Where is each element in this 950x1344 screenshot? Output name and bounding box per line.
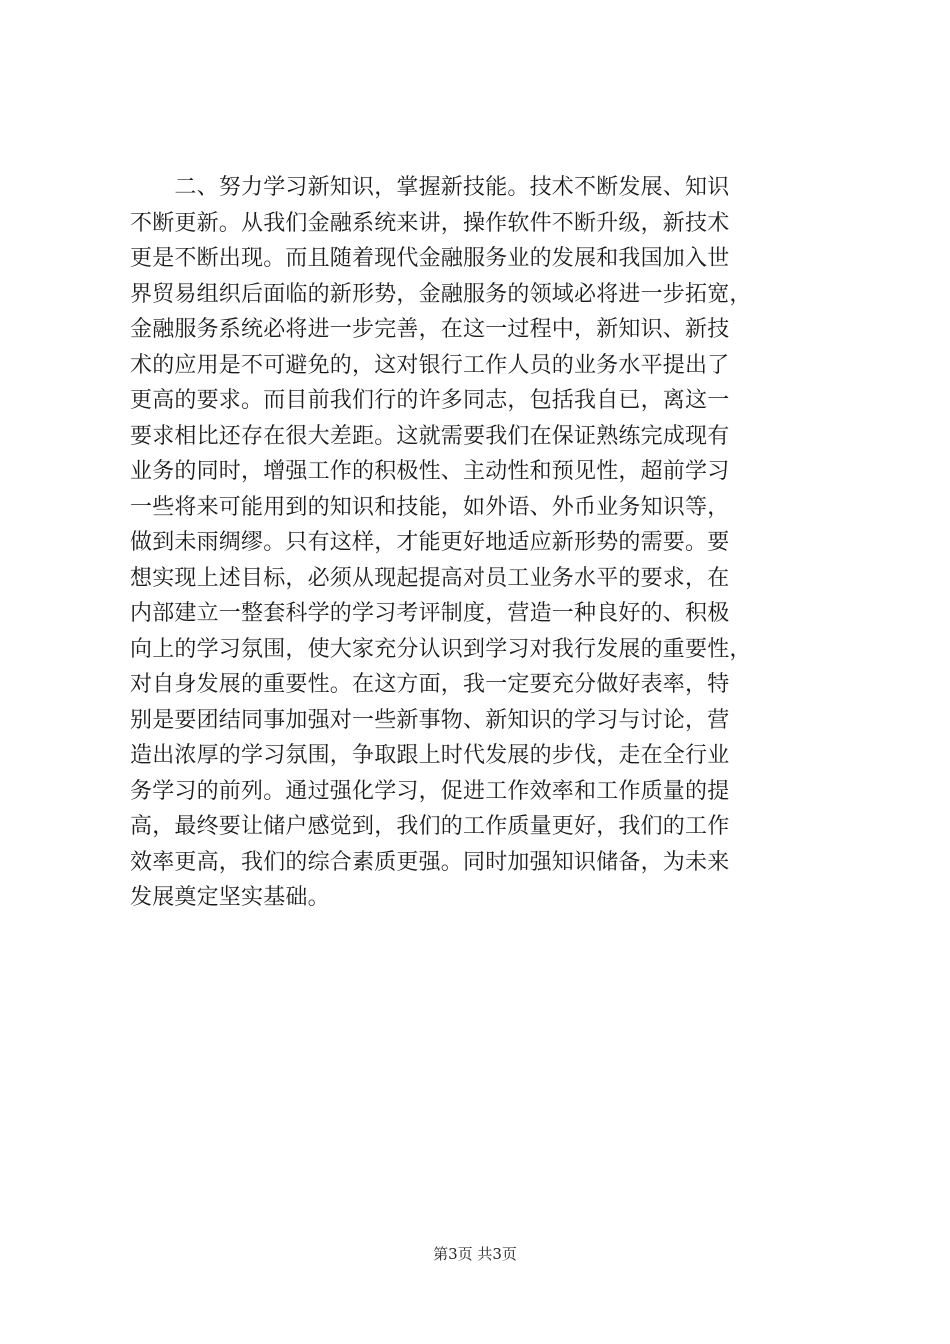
paragraph-line: 发展奠定坚实基础。 [130,885,330,910]
paragraph-line: 更高的要求。而目前我们行的许多同志，包括我自已，离这一 [130,388,730,413]
paragraph-line: 造出浓厚的学习氛围，争取跟上时代发展的步伐，走在全行业 [130,743,730,768]
paragraph-line: 高，最终要让储户感觉到，我们的工作质量更好，我们的工作 [130,814,730,839]
paragraph-line: 别是要团结同事加强对一些新事物、新知识的学习与讨论，营 [130,707,730,733]
paragraph-line: 一些将来可能用到的知识和技能，如外语、外币业务知识等， [130,494,730,520]
paragraph-line: 不断更新。从我们金融系统来讲，操作软件不断升级，新技术 [130,210,730,236]
paragraph-line: 金融服务系统必将进一步完善，在这一过程中，新知识、新技 [130,317,730,342]
paragraph-line: 想实现上述目标，必须从现起提高对员工业务水平的要求，在 [130,565,730,591]
paragraph-line: 二、努力学习新知识，掌握新技能。技术不断发展、知识 [130,175,730,200]
paragraph-line: 务学习的前列。通过强化学习，促进工作效率和工作质量的提 [130,778,730,804]
page-number: 第3页 共3页 [433,1245,517,1263]
body-paragraph [130,170,820,916]
paragraph-line: 术的应用是不可避免的，这对银行工作人员的业务水平提出了 [130,352,730,378]
paragraph-line: 向上的学习氛围，使大家充分认识到学习对我行发展的重要性， [130,636,752,662]
paragraph-line: 界贸易组织后面临的新形势，金融服务的领域必将进一步拓宽， [130,281,752,307]
paragraph-line: 做到未雨绸缪。只有这样，才能更好地适应新形势的需要。要 [130,530,730,555]
paragraph-line: 更是不断出现。而且随着现代金融服务业的发展和我国加入世 [130,246,730,271]
page-footer [0,1244,950,1264]
paragraph-line: 对自身发展的重要性。在这方面，我一定要充分做好表率，特 [130,672,730,697]
paragraph-line: 内部建立一整套科学的学习考评制度，营造一种良好的、积极 [130,601,730,626]
paragraph-line: 要求相比还存在很大差距。这就需要我们在保证熟练完成现有 [130,423,730,449]
paragraph-line: 效率更高，我们的综合素质更强。同时加强知识储备，为未来 [130,849,730,875]
paragraph-line: 业务的同时，增强工作的积极性、主动性和预见性，超前学习 [130,459,730,484]
